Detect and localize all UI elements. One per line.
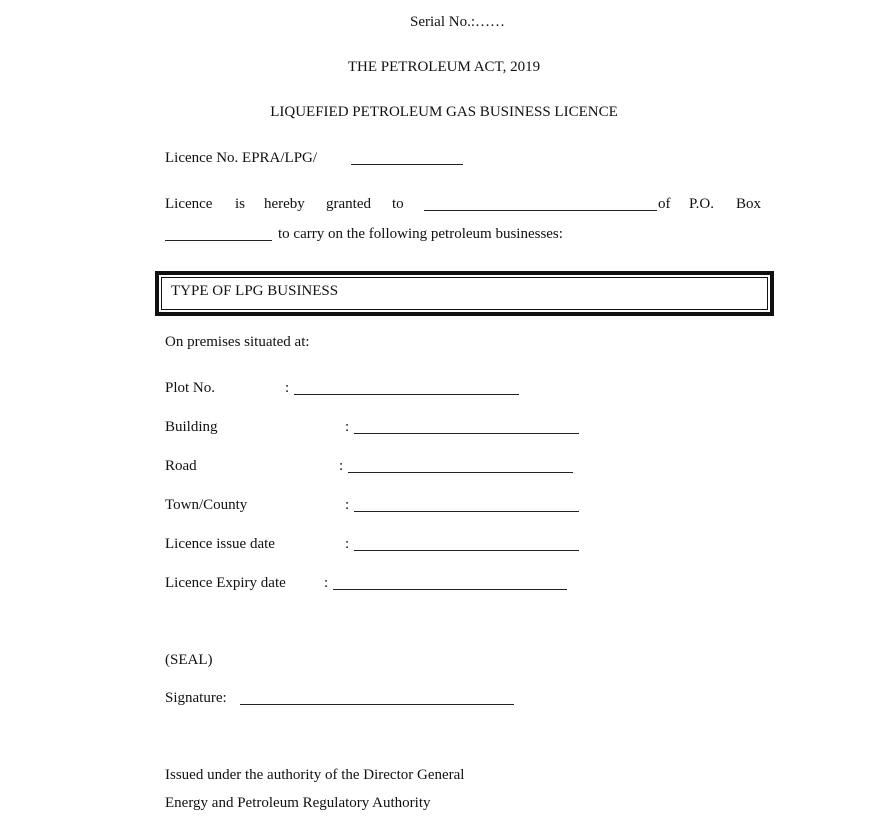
- grantee-name-blank[interactable]: [424, 210, 657, 211]
- licence-no-label: Licence No. EPRA/LPG/: [165, 150, 318, 166]
- building-blank[interactable]: [354, 433, 579, 434]
- authority-name: Energy and Petroleum Regulatory Authority: [165, 795, 431, 811]
- serial-number: Serial No.:……: [410, 14, 505, 30]
- field-label: Town/County: [165, 497, 248, 513]
- seal-label: (SEAL): [165, 652, 213, 668]
- act-title: THE PETROLEUM ACT, 2019: [347, 59, 541, 75]
- field-colon: :: [339, 458, 344, 474]
- signature-blank[interactable]: [240, 704, 514, 705]
- field-label: Plot No.: [165, 380, 216, 396]
- grant-word: of: [658, 196, 671, 212]
- town-county-blank[interactable]: [354, 511, 579, 512]
- field-colon: :: [345, 419, 350, 435]
- business-type-box[interactable]: [155, 271, 774, 316]
- field-colon: :: [285, 380, 290, 396]
- expiry-date-blank[interactable]: [333, 589, 567, 590]
- plot-no-blank[interactable]: [294, 394, 519, 395]
- grant-word: Licence: [165, 196, 213, 212]
- road-blank[interactable]: [348, 472, 573, 473]
- field-colon: :: [345, 497, 350, 513]
- grant-word: to: [392, 196, 404, 212]
- issue-date-blank[interactable]: [354, 550, 579, 551]
- carry-on-text: to carry on the following petroleum businesses:: [278, 226, 563, 242]
- issued-under-text: Issued under the authority of the Director General: [165, 767, 465, 783]
- licence-title: LIQUEFIED PETROLEUM GAS BUSINESS LICENCE: [270, 104, 618, 120]
- field-label: Licence Expiry date: [165, 575, 286, 591]
- grant-word: P.O.: [689, 196, 715, 212]
- grant-word: Box: [736, 196, 762, 212]
- signature-label: Signature:: [165, 690, 227, 706]
- field-label: Road: [165, 458, 197, 474]
- grant-word: is: [235, 196, 246, 212]
- licence-no-blank[interactable]: [351, 164, 463, 165]
- field-colon: :: [345, 536, 350, 552]
- grant-word: granted: [326, 196, 371, 212]
- business-type-label: TYPE OF LPG BUSINESS: [171, 283, 339, 299]
- field-label: Licence issue date: [165, 536, 275, 552]
- po-box-blank[interactable]: [165, 240, 272, 241]
- premises-label: On premises situated at:: [165, 334, 310, 350]
- grant-word: hereby: [264, 196, 305, 212]
- field-label: Building: [165, 419, 218, 435]
- field-colon: :: [324, 575, 329, 591]
